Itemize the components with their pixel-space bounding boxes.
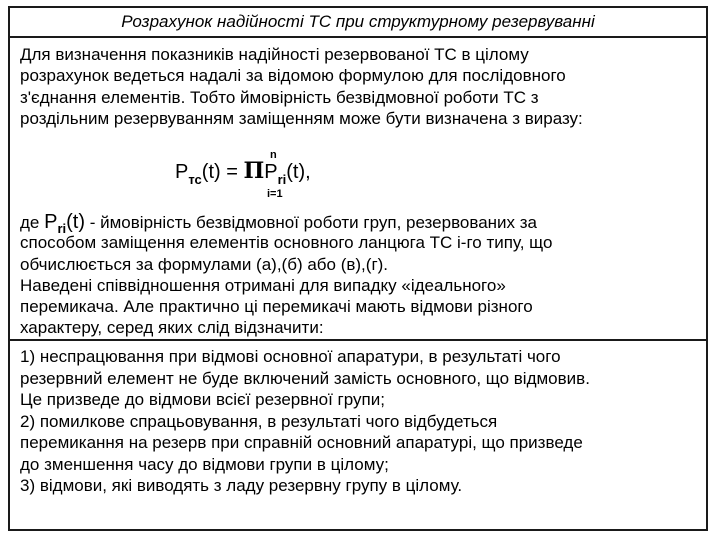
- intro-line-4: роздільним резервуванням заміщенням може бути визначена з виразу:: [20, 109, 583, 128]
- list-line-5: перемикання на резерв при справній основний апаратурі, що призведе: [20, 433, 583, 452]
- formula-rhs-symbol: P: [264, 161, 278, 183]
- formula-lhs-symbol: P: [175, 161, 189, 183]
- explanation-line-3: Наведені співвідношення отримані для випадку «ідеального»: [20, 276, 506, 295]
- product-upper-limit: n: [270, 149, 277, 161]
- list-line-6: до зменшення часу до відмови групи в цілому;: [20, 455, 389, 474]
- list-line-4: 2) помилкове спрацьовування, в результаті чого відбудеться: [20, 412, 498, 431]
- formula-rhs-argument: (t),: [286, 161, 311, 183]
- explanation-line-2: обчислюється за формулами (а),(б) або (в),(г).: [20, 255, 389, 274]
- slide-frame: [8, 6, 708, 531]
- where-symbol: P: [44, 211, 58, 233]
- formula-rhs-subscript: ri: [277, 172, 287, 187]
- formula-lhs-subscript: тс: [188, 172, 202, 187]
- explanation-line-4: перемикача. Але практично ці перемикачі мають відмови різного: [20, 297, 533, 316]
- section-divider: [10, 339, 706, 341]
- list-line-2: резервний елемент не буде включений замість основного, що відмовив.: [20, 369, 590, 388]
- where-prefix: де: [20, 213, 45, 232]
- reliability-formula: [175, 158, 311, 187]
- where-rest: - ймовірність безвідмовної роботи груп, резервованих за: [85, 213, 538, 232]
- explanation-line-5: характеру, серед яких слід відзначити:: [20, 318, 324, 337]
- slide-title: Розрахунок надійності ТС при структурному резервуванні: [10, 8, 706, 38]
- product-lower-limit: i=1: [267, 188, 283, 200]
- list-line-3: Це призведе до відмови всієї резервної групи;: [20, 390, 385, 409]
- list-line-7: 3) відмови, які виводять з ладу резервну групу в цілому.: [20, 476, 463, 495]
- list-line-1: 1) неспрацювання при відмові основної апаратури, в результаті чого: [20, 347, 561, 366]
- where-argument: (t): [66, 211, 86, 233]
- intro-line-3: з'єднання елементів. Тобто ймовірність безвідмовної роботи ТС з: [20, 88, 539, 107]
- intro-line-2: розрахунок ведеться надалі за відомою формулою для послідовного: [20, 66, 566, 85]
- product-symbol: П: [243, 158, 265, 184]
- intro-line-1: Для визначення показників надійності резервованої ТС в цілому: [20, 45, 529, 64]
- formula-lhs-argument: (t) =: [201, 161, 244, 183]
- explanation-line-1: способом заміщення елементів основного ланцюга ТС i-го типу, що: [20, 233, 553, 252]
- where-subscript: ri: [57, 221, 67, 236]
